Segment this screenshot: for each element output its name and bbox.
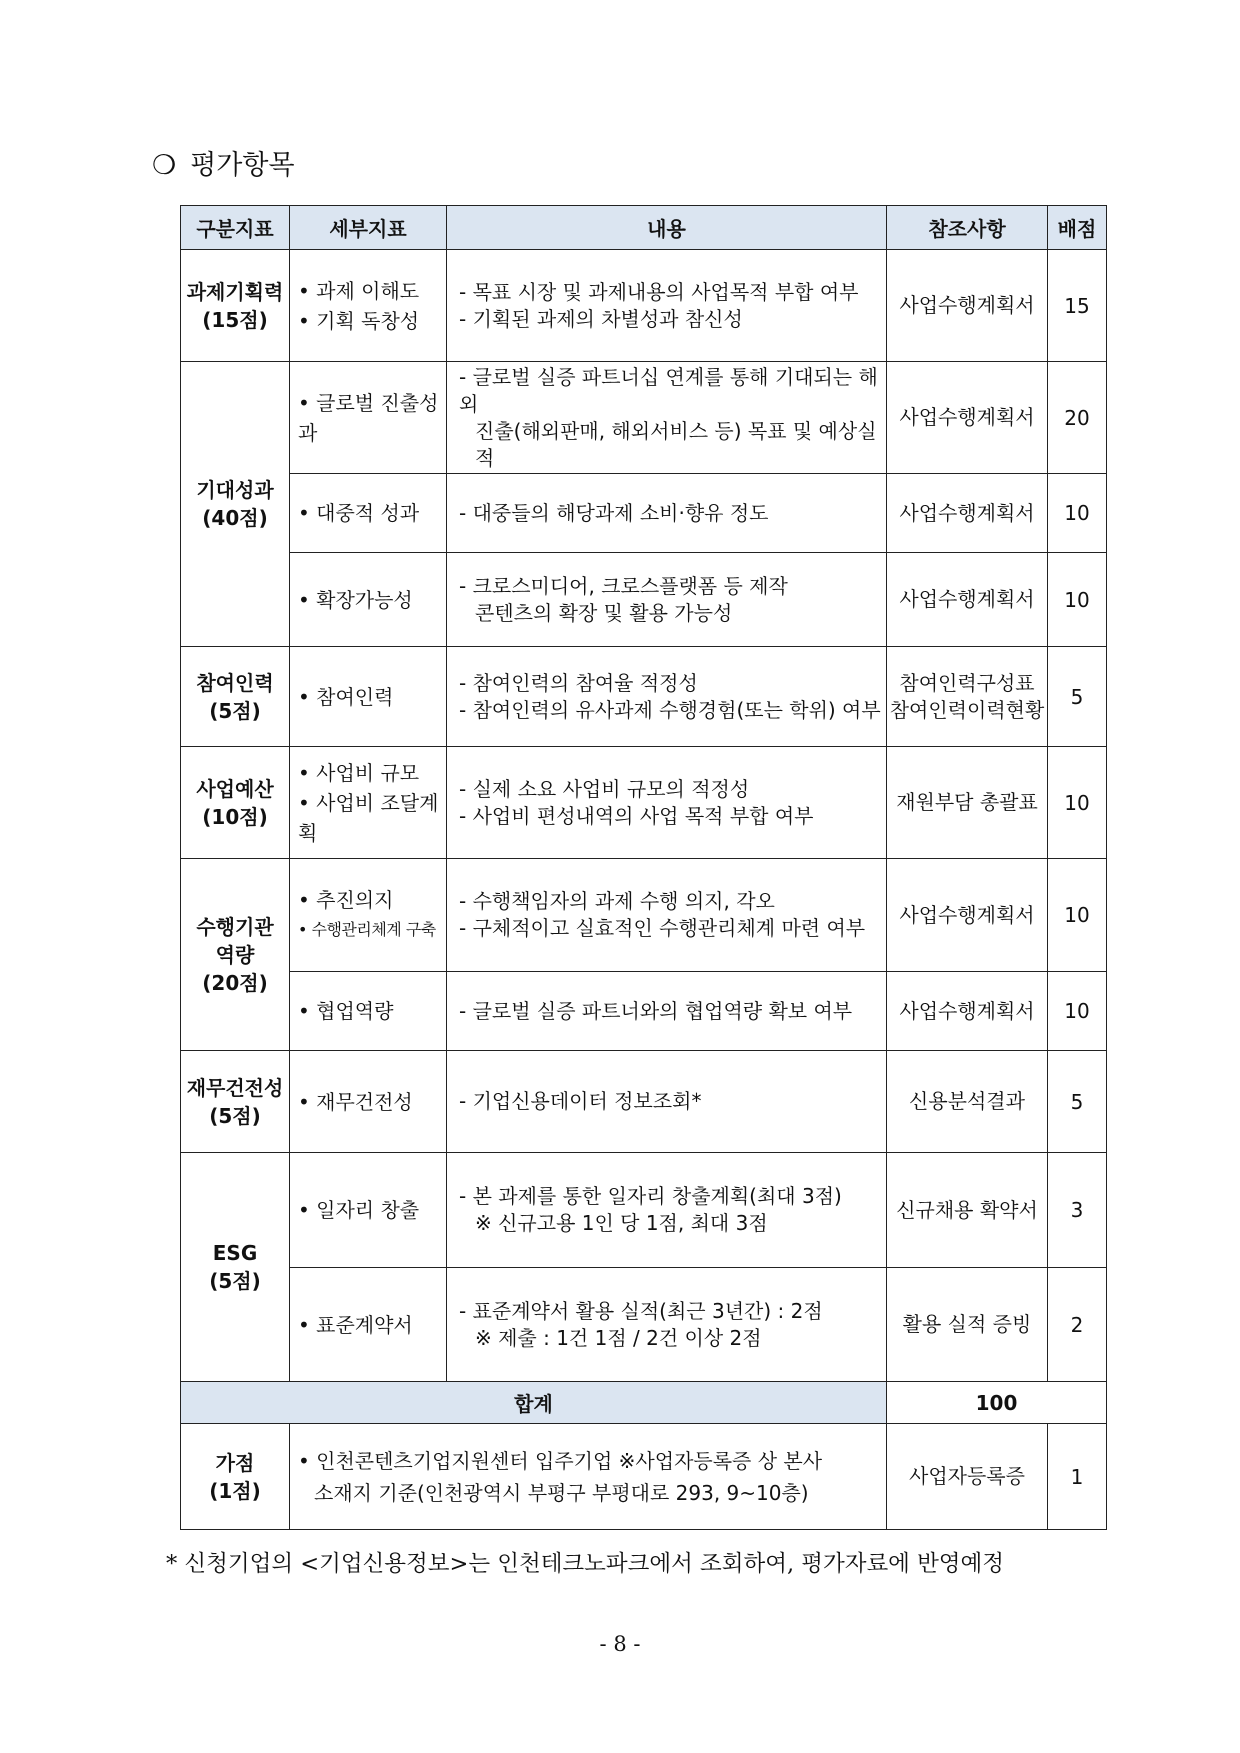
content-cell: - 기업신용데이터 정보조회* [447, 1051, 887, 1153]
category-cell: 가점 (1점) [181, 1424, 290, 1530]
header-content: 내용 [447, 206, 887, 250]
table-row [181, 250, 1107, 362]
content-cell: - 본 과제를 통한 일자리 창출계획(최대 3점) ※ 신규고용 1인 당 1점, 최대 3점 [447, 1153, 887, 1268]
reference-cell: 신규채용 확약서 [887, 1153, 1048, 1268]
points-cell: 3 [1048, 1153, 1107, 1268]
detail-cell: • 참여인력 [290, 647, 447, 747]
detail-cell: • 과제 이해도 • 기획 독창성 [290, 250, 447, 362]
evaluation-table [180, 205, 1107, 1530]
reference-cell: 재원부담 총괄표 [887, 747, 1048, 859]
table-row [181, 859, 1107, 972]
bonus-row [181, 1424, 1107, 1530]
table-row [181, 1153, 1107, 1268]
category-cell: 참여인력 (5점) [181, 647, 290, 747]
detail-cell: • 사업비 규모 • 사업비 조달계획 [290, 747, 447, 859]
points-cell: 10 [1048, 553, 1107, 647]
reference-cell: 사업수행계획서 [887, 972, 1048, 1051]
reference-cell: 참여인력구성표 참여인력이력현황 [887, 647, 1048, 747]
detail-cell: • 협업역량 [290, 972, 447, 1051]
circle-bullet-icon: ❍ [152, 150, 177, 181]
content-cell: - 실제 소요 사업비 규모의 적정성 - 사업비 편성내역의 사업 목적 부합 여부 [447, 747, 887, 859]
detail-cell: • 일자리 창출 [290, 1153, 447, 1268]
points-cell: 10 [1048, 747, 1107, 859]
content-cell: - 글로벌 실증 파트너와의 협업역량 확보 여부 [447, 972, 887, 1051]
header-detail: 세부지표 [290, 206, 447, 250]
reference-cell: 사업수행계획서 [887, 362, 1048, 474]
content-cell: - 크로스미디어, 크로스플랫폼 등 제작 콘텐츠의 확장 및 활용 가능성 [447, 553, 887, 647]
category-cell: 재무건전성 (5점) [181, 1051, 290, 1153]
points-cell: 1 [1048, 1424, 1107, 1530]
points-cell: 5 [1048, 647, 1107, 747]
detail-cell: • 대중적 성과 [290, 474, 447, 553]
points-cell: 2 [1048, 1268, 1107, 1382]
reference-cell: 활용 실적 증빙 [887, 1268, 1048, 1382]
content-cell: - 참여인력의 참여율 적정성 - 참여인력의 유사과제 수행경험(또는 학위) 여부 [447, 647, 887, 747]
table-row [181, 1268, 1107, 1382]
category-cell: 기대성과 (40점) [181, 362, 290, 647]
reference-cell: 사업수행계획서 [887, 250, 1048, 362]
points-cell: 10 [1048, 474, 1107, 553]
section-title: 평가항목 [190, 150, 295, 181]
page-number: - 8 - [599, 1632, 641, 1656]
category-cell: 사업예산 (10점) [181, 747, 290, 859]
content-cell: - 수행책임자의 과제 수행 의지, 각오 - 구체적이고 실효적인 수행관리체계 마련 여부 [447, 859, 887, 972]
content-cell: - 글로벌 실증 파트너십 연계를 통해 기대되는 해외 진출(해외판매, 해외서비스 등) 목표 및 예상실적 [447, 362, 887, 474]
table-row [181, 474, 1107, 553]
detail-cell: • 추진의지 • 수행관리체계 구축 [290, 859, 447, 972]
table-row [181, 553, 1107, 647]
content-cell: - 표준계약서 활용 실적(최근 3년간) : 2점 ※ 제출 : 1건 1점 / 2건 이상 2점 [447, 1268, 887, 1382]
total-label: 합계 [181, 1382, 887, 1424]
table-header-row [181, 206, 1107, 250]
reference-cell: 신용분석결과 [887, 1051, 1048, 1153]
category-cell: 과제기획력 (15점) [181, 250, 290, 362]
category-cell: ESG (5점) [181, 1153, 290, 1382]
detail-cell: • 재무건전성 [290, 1051, 447, 1153]
table-row [181, 972, 1107, 1051]
total-row [181, 1382, 1107, 1424]
points-cell: 15 [1048, 250, 1107, 362]
header-reference: 참조사항 [887, 206, 1048, 250]
detail-cell: • 표준계약서 [290, 1268, 447, 1382]
reference-cell: 사업수행계획서 [887, 474, 1048, 553]
detail-cell: • 글로벌 진출성과 [290, 362, 447, 474]
table-row [181, 647, 1107, 747]
header-category: 구분지표 [181, 206, 290, 250]
header-points: 배점 [1048, 206, 1107, 250]
table-row [181, 747, 1107, 859]
table-row [181, 1051, 1107, 1153]
total-value: 100 [887, 1382, 1107, 1424]
section-heading [152, 143, 295, 182]
content-cell: - 목표 시장 및 과제내용의 사업목적 부합 여부 - 기획된 과제의 차별성과 참신성 [447, 250, 887, 362]
points-cell: 10 [1048, 859, 1107, 972]
bonus-content-cell: • 인천콘텐츠기업지원센터 입주기업 ※사업자등록증 상 본사 소재지 기준(인천광역시 부평구 부평대로 293, 9~10층) [290, 1424, 887, 1530]
content-cell: - 대중들의 해당과제 소비·향유 정도 [447, 474, 887, 553]
reference-cell: 사업수행계획서 [887, 859, 1048, 972]
points-cell: 20 [1048, 362, 1107, 474]
detail-cell: • 확장가능성 [290, 553, 447, 647]
points-cell: 10 [1048, 972, 1107, 1051]
reference-cell: 사업수행계획서 [887, 553, 1048, 647]
footnote: * 신청기업의 <기업신용정보>는 인천테크노파크에서 조회하여, 평가자료에 반영예정 [166, 1551, 1005, 1577]
category-cell: 수행기관 역량 (20점) [181, 859, 290, 1051]
table-row [181, 362, 1107, 474]
points-cell: 5 [1048, 1051, 1107, 1153]
reference-cell: 사업자등록증 [887, 1424, 1048, 1530]
